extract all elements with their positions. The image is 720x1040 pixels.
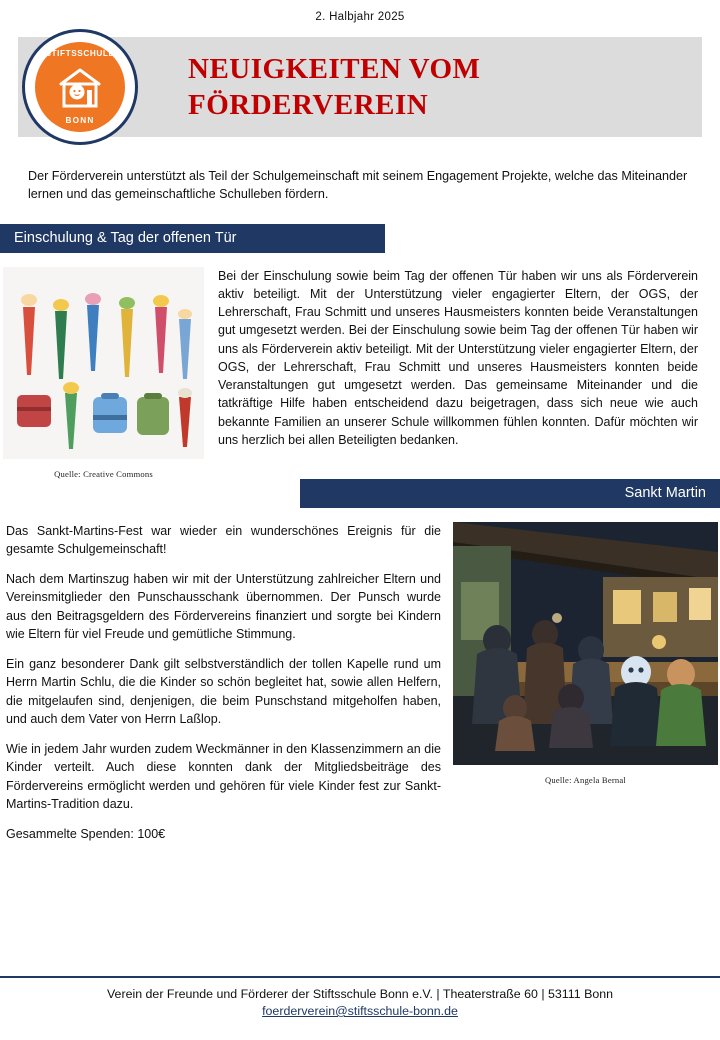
footer-email-link[interactable]: foerderverein@stiftsschule-bonn.de bbox=[262, 1004, 458, 1018]
einschulung-image-caption: Quelle: Creative Commons bbox=[54, 468, 153, 479]
sankt-martin-paragraph: Nach dem Martinszug haben wir mit der Unterstützung zahlreicher Eltern und Vereinsmitglieder den Punschausschank übernommen. Der Punsch wurde aus den Beitragsgeldern des Fördervereins finanziert und sorgte bei Kindern wie Eltern für viel Freude und gemütliche Stimmung. bbox=[6, 572, 441, 641]
einschulung-body: Bei der Einschulung sowie beim Tag der offenen Tür haben wir uns als Förderverein aktiv beteiligt. Mit der Unterstützung vieler engagierter Eltern, der OGS, der Lehrerschaft, Frau Schmitt und unseres Hausmeisters konnten beide Veranstaltungen gut umgesetzt werden. Bei der Einschulung sowie beim Tag der offenen Tür haben wir uns als Förderverein aktiv beteiligt. Mit der Unterstützung vieler engagierter Eltern, der OGS, der Lehrerschaft, Frau Schmitt und unseres Hausmeisters konnten beide Veranstaltungen gut umgesetzt werden. Das gemeinsame Miteinander und die tatkräftige Hilfe haben entscheidend dazu beigetragen, dass sich neue wie auch bekannte Familien an unserer Schule willkommen fühlen konnten. Dafür möchten wir uns herzlich bei allen Beteiligten bedanken. bbox=[218, 268, 698, 447]
section-header-sankt-martin: Sankt Martin bbox=[300, 479, 720, 508]
section-sankt-martin bbox=[0, 522, 720, 856]
sankt-martin-image-caption: Quelle: Angela Bernal bbox=[544, 774, 627, 785]
section-einschulung bbox=[0, 267, 720, 479]
school-logo bbox=[22, 29, 138, 145]
schultueten-image bbox=[3, 267, 204, 459]
footer-address: Verein der Freunde und Förderer der Stiftsschule Bonn e.V. | Theaterstraße 60 | 53111 Bonn bbox=[106, 987, 614, 1001]
page-footer bbox=[0, 976, 720, 1040]
sankt-martin-body bbox=[6, 522, 441, 856]
logo-circle bbox=[35, 42, 125, 132]
logo-bottom-text: BONN bbox=[65, 116, 95, 125]
page-title-line1: NEUIGKEITEN VOM bbox=[188, 53, 481, 85]
sankt-martin-figure bbox=[453, 522, 718, 785]
einschulung-figure bbox=[3, 267, 204, 479]
section-header-einschulung: Einschulung & Tag der offenen Tür bbox=[0, 224, 385, 253]
sankt-martin-paragraph: Das Sankt-Martins-Fest war wieder ein wunderschönes Ereignis für die gesamte Schulgemeinschaft! bbox=[6, 523, 441, 556]
sankt-martin-paragraph: Wie in jedem Jahr wurden zudem Weckmänner in den Klassenzimmern an die Kinder verteilt. Auch diese konnten dank der Mitgliedsbeiträge des Fördervereins ermöglicht werden und gehören für viele Kinder fest zur Sankt-Martins-Tradition dazu. bbox=[6, 742, 441, 811]
intro-paragraph: Der Förderverein unterstützt als Teil der Schulgemeinschaft mit seinem Engagement Projekte, welche das Miteinander lernen und das gemeinschaftliche Schulleben fördern. bbox=[28, 169, 688, 202]
masthead bbox=[0, 29, 720, 145]
page-title-line2: FÖRDERVEREIN bbox=[188, 89, 429, 122]
logo-top-text: STIFTSSCHULE bbox=[45, 49, 115, 58]
page-title bbox=[188, 51, 692, 124]
issue-date: 2. Halbjahr 2025 bbox=[315, 11, 405, 23]
school-house-icon bbox=[57, 66, 103, 108]
sankt-martin-photo bbox=[453, 522, 718, 765]
sankt-martin-paragraph: Ein ganz besonderer Dank gilt selbstverständlich der tollen Kapelle rund um Herrn Martin Schlu, die die Kinder so schön begleitet hat, sowie allen Helfern, die mitgelaufen sind, denjenigen, die beim Punschstand mitgeholfen haben, und auch dem Vater von Herrn Laßlop. bbox=[6, 657, 441, 726]
donations-total: Gesammelte Spenden: 100€ bbox=[6, 827, 166, 841]
